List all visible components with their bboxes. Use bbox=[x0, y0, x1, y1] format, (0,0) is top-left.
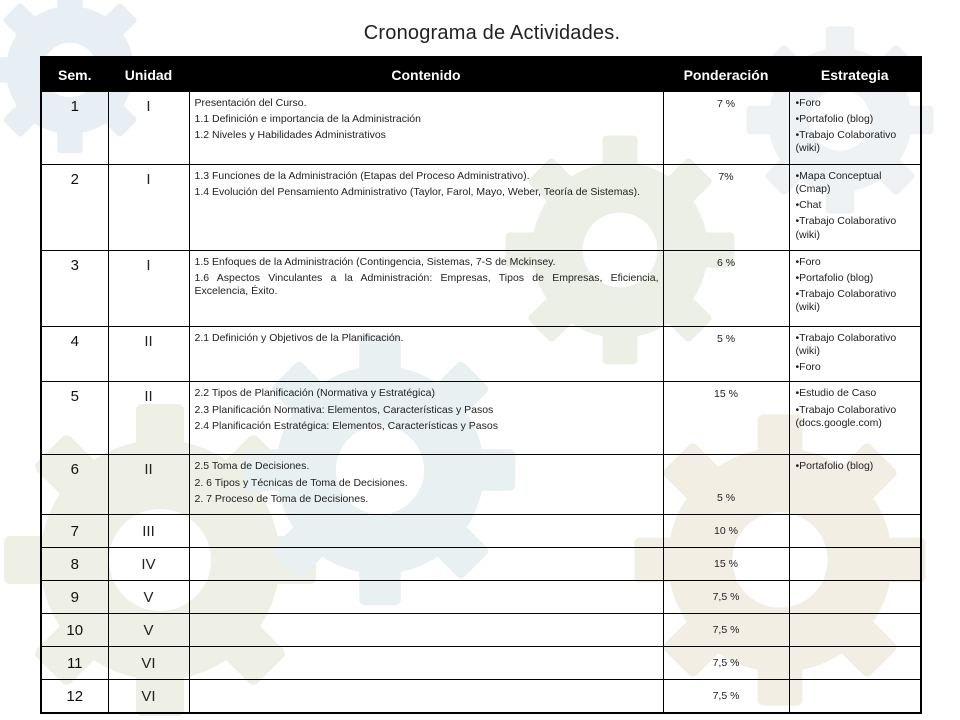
estrategia-item: •Estudio de Caso bbox=[795, 387, 877, 400]
table-header-row bbox=[41, 57, 921, 92]
table-row bbox=[41, 251, 921, 327]
contenido-line: 2.1 Definición y Objetivos de la Planificación. bbox=[194, 332, 404, 344]
cell-contenido bbox=[189, 165, 663, 251]
cell-estrategia bbox=[789, 251, 921, 327]
cell-ponderacion: 7,5 % bbox=[663, 581, 789, 614]
cell-estrategia bbox=[789, 614, 921, 647]
page-title: Cronograma de Actividades. bbox=[363, 22, 621, 44]
cell-contenido bbox=[189, 581, 663, 614]
cell-sem: 4 bbox=[41, 327, 108, 382]
cell-sem: 10 bbox=[41, 614, 108, 647]
cell-sem: 7 bbox=[41, 515, 108, 548]
cell-contenido bbox=[189, 515, 663, 548]
cell-estrategia bbox=[789, 680, 921, 713]
cell-contenido bbox=[189, 614, 663, 647]
cell-sem: 1 bbox=[41, 92, 108, 165]
estrategia-item: •Trabajo Colaborativo (wiki) bbox=[795, 332, 897, 358]
table-row bbox=[41, 548, 921, 581]
contenido-line: 1.5 Enfoques de la Administración (Contingencia, Sistemas, 7-S de Mckinsey. bbox=[194, 256, 556, 268]
cell-ponderacion: 10 % bbox=[663, 515, 789, 548]
table-row bbox=[41, 382, 921, 455]
cell-sem: 8 bbox=[41, 548, 108, 581]
header-sem: Sem. bbox=[41, 57, 108, 92]
cell-contenido bbox=[189, 455, 663, 515]
estrategia-item: •Trabajo Colaborativo (wiki) bbox=[795, 215, 897, 241]
cell-unidad: II bbox=[108, 455, 189, 515]
contenido-line: 1.3 Funciones de la Administración (Etapas del Proceso Administrativo). bbox=[194, 170, 530, 182]
cell-estrategia bbox=[789, 327, 921, 382]
estrategia-item: •Foro bbox=[795, 256, 821, 268]
cell-estrategia bbox=[789, 515, 921, 548]
cell-ponderacion: 7 % bbox=[663, 92, 789, 165]
table-row bbox=[41, 680, 921, 713]
header-ponderacion: Ponderación bbox=[663, 57, 789, 92]
estrategia-item: •Trabajo Colaborativo (docs.google.com) bbox=[795, 403, 897, 429]
table-row bbox=[41, 647, 921, 680]
cell-ponderacion: 7,5 % bbox=[663, 680, 789, 713]
estrategia-item: •Trabajo Colaborativo (wiki) bbox=[795, 288, 897, 314]
cell-unidad: V bbox=[108, 614, 189, 647]
table-row bbox=[41, 515, 921, 548]
cell-unidad: II bbox=[108, 382, 189, 455]
cell-contenido bbox=[189, 92, 663, 165]
cell-sem: 9 bbox=[41, 581, 108, 614]
header-unidad: Unidad bbox=[108, 57, 189, 92]
estrategia-item: •Trabajo Colaborativo (wiki) bbox=[795, 129, 897, 155]
cell-estrategia bbox=[789, 548, 921, 581]
cell-ponderacion: 7,5 % bbox=[663, 614, 789, 647]
estrategia-item: •Portafolio (blog) bbox=[795, 113, 874, 126]
cell-contenido bbox=[189, 251, 663, 327]
cell-contenido bbox=[189, 548, 663, 581]
cell-unidad: I bbox=[108, 92, 189, 165]
schedule-table bbox=[40, 56, 922, 714]
cell-unidad: IV bbox=[108, 548, 189, 581]
cell-unidad: III bbox=[108, 515, 189, 548]
cell-estrategia bbox=[789, 581, 921, 614]
cell-ponderacion: 15 % bbox=[663, 382, 789, 455]
cell-ponderacion: 5 % bbox=[663, 327, 789, 382]
contenido-line: 1.1 Definición e importancia de la Administración bbox=[194, 113, 421, 126]
cell-estrategia bbox=[789, 647, 921, 680]
contenido-line: 1.4 Evolución del Pensamiento Administrativo (Taylor, Farol, Mayo, Weber, Teoría de Sistemas). bbox=[194, 186, 640, 199]
estrategia-item: •Portafolio (blog) bbox=[795, 272, 874, 285]
cell-estrategia bbox=[789, 382, 921, 455]
cell-unidad: V bbox=[108, 581, 189, 614]
cell-sem: 5 bbox=[41, 382, 108, 455]
table-row bbox=[41, 327, 921, 382]
cell-contenido bbox=[189, 647, 663, 680]
contenido-line: 2.4 Planificación Estratégica: Elementos, Características y Pasos bbox=[194, 419, 498, 432]
cell-sem: 6 bbox=[41, 455, 108, 515]
estrategia-item: •Foro bbox=[795, 361, 821, 374]
estrategia-item: •Mapa Conceptual (Cmap) bbox=[795, 170, 882, 196]
estrategia-item: •Foro bbox=[795, 97, 821, 109]
cell-contenido bbox=[189, 680, 663, 713]
cell-unidad: VI bbox=[108, 680, 189, 713]
cell-ponderacion: 15 % bbox=[663, 548, 789, 581]
cell-unidad: I bbox=[108, 165, 189, 251]
table-row bbox=[41, 165, 921, 251]
cell-sem: 2 bbox=[41, 165, 108, 251]
contenido-line: 2. 6 Tipos y Técnicas de Toma de Decisiones. bbox=[194, 476, 408, 489]
table-row bbox=[41, 614, 921, 647]
cell-ponderacion: 5 % bbox=[663, 455, 789, 515]
contenido-line: 2.5 Toma de Decisiones. bbox=[194, 460, 310, 473]
table-body bbox=[41, 92, 921, 713]
table-row bbox=[41, 581, 921, 614]
contenido-line: 1.6 Aspectos Vinculantes a la Administración: Empresas, Tipos de Empresas, Eficiencia, Excelencia, Éxito. bbox=[194, 272, 659, 298]
cell-ponderacion: 6 % bbox=[663, 251, 789, 327]
estrategia-item: •Chat bbox=[795, 199, 822, 212]
cell-contenido bbox=[189, 382, 663, 455]
cell-unidad: II bbox=[108, 327, 189, 382]
cell-sem: 12 bbox=[41, 680, 108, 713]
header-contenido: Contenido bbox=[189, 57, 663, 92]
cell-estrategia bbox=[789, 92, 921, 165]
contenido-line: Presentación del Curso. bbox=[194, 97, 307, 109]
cell-sem: 3 bbox=[41, 251, 108, 327]
cell-contenido bbox=[189, 327, 663, 382]
table-row bbox=[41, 92, 921, 165]
contenido-line: 1.2 Niveles y Habilidades Administrativos bbox=[194, 129, 386, 142]
contenido-line: 2.3 Planificación Normativa: Elementos, Características y Pasos bbox=[194, 403, 494, 416]
cell-unidad: I bbox=[108, 251, 189, 327]
contenido-line: 2. 7 Proceso de Toma de Decisiones. bbox=[194, 492, 369, 505]
cell-estrategia bbox=[789, 165, 921, 251]
cell-estrategia bbox=[789, 455, 921, 515]
table-row bbox=[41, 455, 921, 515]
cell-ponderacion: 7% bbox=[663, 165, 789, 251]
estrategia-item: •Portafolio (blog) bbox=[795, 460, 874, 473]
cell-unidad: VI bbox=[108, 647, 189, 680]
header-estrategia: Estrategia bbox=[789, 57, 921, 92]
contenido-line: 2.2 Tipos de Planificación (Normativa y Estratégica) bbox=[194, 387, 435, 400]
cell-sem: 11 bbox=[41, 647, 108, 680]
cell-ponderacion: 7,5 % bbox=[663, 647, 789, 680]
